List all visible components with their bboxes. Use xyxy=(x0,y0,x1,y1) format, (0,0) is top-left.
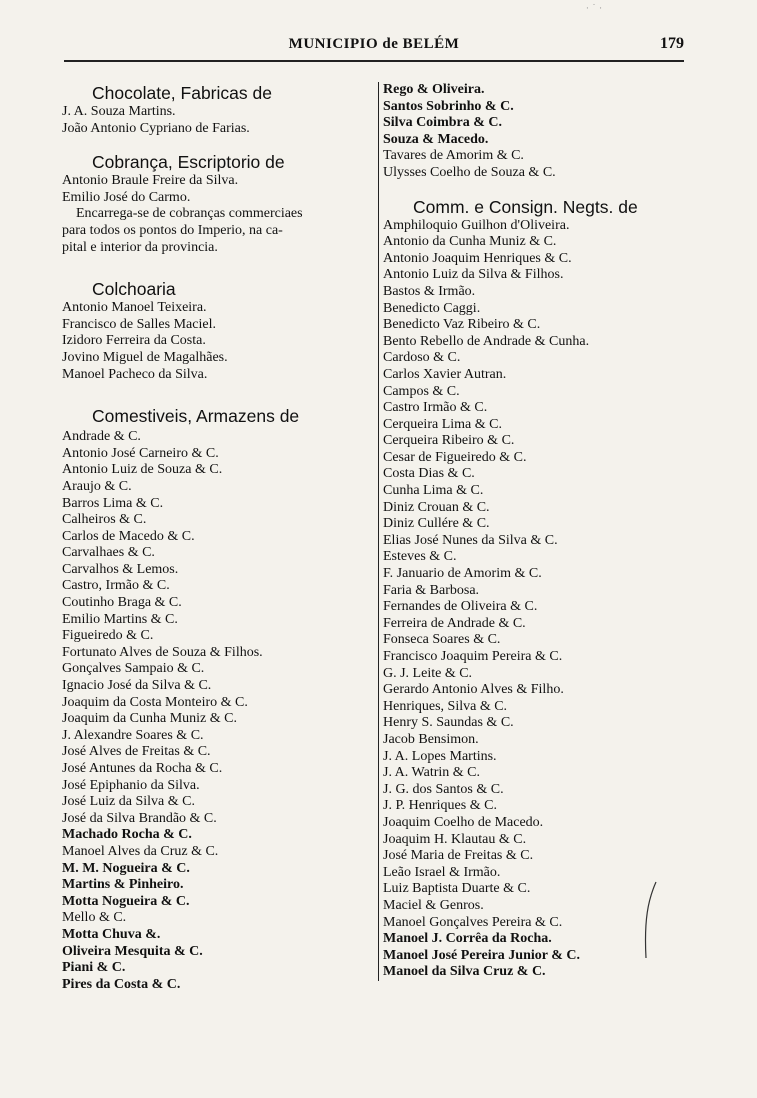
list-item: Fernandes de Oliveira & C. xyxy=(383,599,538,615)
list-item: Emilio Martins & C. xyxy=(62,611,178,627)
list-item: Manoel José Pereira Junior & C. xyxy=(383,947,581,963)
page-number: 179 xyxy=(660,35,684,52)
list-item: Luiz Baptista Duarte & C. xyxy=(383,881,531,897)
list-item: Rego & Oliveira. xyxy=(383,82,485,97)
list-item: Manoel Gonçalves Pereira & C. xyxy=(383,914,563,930)
list-item: Motta Nogueira & C. xyxy=(62,893,190,909)
list-item: Gerardo Antonio Alves & Filho. xyxy=(383,682,564,698)
list-item: Costa Dias & C. xyxy=(383,466,475,482)
list-item: Amphiloquio Guilhon d'Oliveira. xyxy=(383,217,570,233)
list-item: Castro Irmão & C. xyxy=(383,400,488,416)
list-item: Francisco Joaquim Pereira & C. xyxy=(383,649,563,664)
list-item: J. P. Henriques & C. xyxy=(383,798,497,814)
list-item: J. Alexandre Soares & C. xyxy=(62,727,204,743)
list-item: Antonio José Carneiro & C. xyxy=(62,445,219,461)
list-item: Souza & Macedo. xyxy=(383,131,489,147)
list-item: Manoel Alves da Cruz & C. xyxy=(62,843,219,859)
note-line: pital e interior da provincia. xyxy=(62,239,218,255)
list-item: Antonio Luiz da Silva & Filhos. xyxy=(383,267,564,283)
list-item: Bento Rebello de Andrade & Cunha. xyxy=(383,333,590,349)
list-item: Antonio da Cunha Muniz & C. xyxy=(383,234,557,250)
list-item: José Luiz da Silva & C. xyxy=(62,794,195,810)
list-item: Benedicto Caggi. xyxy=(383,300,481,316)
list-item: Tavares de Amorim & C. xyxy=(383,148,524,164)
list-item: Cesar de Figueiredo & C. xyxy=(383,449,527,465)
list-item: Ferreira de Andrade & C. xyxy=(383,615,526,631)
list-item: Manoel da Silva Cruz & C. xyxy=(383,964,546,980)
list-item: José da Silva Brandão & C. xyxy=(62,810,217,826)
section-title: Comestiveis, Armazens de xyxy=(92,406,300,427)
list-item: Figueiredo & C. xyxy=(62,628,154,644)
list-item: Andrade & C. xyxy=(62,429,141,445)
list-item: J. A. Lopes Martins. xyxy=(383,748,497,764)
list-item: Joaquim da Costa Monteiro & C. xyxy=(62,694,248,710)
list-item: Machado Rocha & C. xyxy=(62,827,192,843)
list-item: José Alves de Freitas & C. xyxy=(62,744,211,760)
list-item: G. J. Leite & C. xyxy=(383,665,473,681)
list-item: F. Januario de Amorim & C. xyxy=(383,566,542,582)
list-item: J. G. dos Santos & C. xyxy=(383,781,504,797)
list-item: Campos & C. xyxy=(383,383,460,399)
print-speck: · ˙ · xyxy=(586,4,602,14)
list-item: Leão Israel & Irmão. xyxy=(383,864,501,880)
list-item: Jacob Bensimon. xyxy=(383,731,479,747)
list-item: Antonio Joaquim Henriques & C. xyxy=(383,250,572,266)
list-item: Oliveira Mesquita & C. xyxy=(62,943,203,959)
list-item: Henriques, Silva & C. xyxy=(383,698,508,714)
list-item: Motta Chuva &. xyxy=(62,926,161,942)
list-item: Gonçalves Sampaio & C. xyxy=(62,661,205,677)
running-title: MUNICIPIO de BELÉM xyxy=(288,36,460,52)
list-item: Fonseca Soares & C. xyxy=(383,632,501,648)
list-item: Carlos Xavier Autran. xyxy=(383,366,507,382)
list-item: Manoel J. Corrêa da Rocha. xyxy=(383,931,552,947)
list-item: J. A. Watrin & C. xyxy=(383,765,481,781)
section-title: Comm. e Consign. Negts. de xyxy=(413,196,638,217)
list-item: Cardoso & C. xyxy=(383,350,461,366)
page-header xyxy=(64,34,684,56)
list-item: Antonio Luiz de Souza & C. xyxy=(62,462,223,478)
list-item: Francisco de Salles Maciel. xyxy=(62,316,216,332)
list-item: José Epiphanio da Silva. xyxy=(62,777,200,793)
note-line: Encarrega-se de cobranças commerciaes xyxy=(76,206,303,222)
list-item: M. M. Nogueira & C. xyxy=(62,860,190,876)
list-item: Cerqueira Ribeiro & C. xyxy=(383,433,515,449)
list-item: Elias José Nunes da Silva & C. xyxy=(383,532,558,548)
list-item: Cerqueira Lima & C. xyxy=(383,416,502,432)
section-title: Colchoaria xyxy=(92,279,176,300)
list-item: Fortunato Alves de Souza & Filhos. xyxy=(62,644,263,660)
list-item: Carlos de Macedo & C. xyxy=(62,528,195,544)
list-item: José Antunes da Rocha & C. xyxy=(62,761,223,776)
list-item: Faria & Barbosa. xyxy=(383,582,480,598)
list-item: Diniz Cullére & C. xyxy=(383,516,490,532)
section-colchoaria xyxy=(62,278,374,383)
list-item: Mello & C. xyxy=(62,910,127,926)
list-item: Bastos & Irmão. xyxy=(383,283,476,299)
list-item: Santos Sobrinho & C. xyxy=(383,98,514,114)
list-item: Martins & Pinheiro. xyxy=(62,877,184,893)
section-cobranca xyxy=(62,151,374,256)
list-item: Castro, Irmão & C. xyxy=(62,578,170,594)
list-item: Cunha Lima & C. xyxy=(383,483,484,499)
list-item: Manoel Pacheco da Silva. xyxy=(62,366,208,382)
list-item: José Maria de Freitas & C. xyxy=(383,848,534,864)
margin-mark xyxy=(636,880,660,960)
list-item: Barros Lima & C. xyxy=(62,495,164,511)
list-item: Calheiros & C. xyxy=(62,512,147,528)
list-item: Jovino Miguel de Magalhães. xyxy=(62,349,228,365)
section-comm-consign xyxy=(383,196,683,981)
section-chocolate xyxy=(62,82,374,137)
list-item: Coutinho Braga & C. xyxy=(62,595,182,611)
list-item: Pires da Costa & C. xyxy=(62,976,181,992)
left-column xyxy=(62,82,374,993)
list-item: Silva Coimbra & C. xyxy=(383,115,502,131)
list-item: Ulysses Coelho de Souza & C. xyxy=(383,164,556,180)
list-item: Carvalhaes & C. xyxy=(62,545,155,561)
section-title: Cobrança, Escriptorio de xyxy=(92,152,285,173)
list-item: Diniz Crouan & C. xyxy=(383,499,490,515)
list-item: Maciel & Genros. xyxy=(383,897,484,913)
section-comestiveis xyxy=(62,405,374,993)
list-item: Carvalhos & Lemos. xyxy=(62,561,179,577)
list-item: Henry S. Saundas & C. xyxy=(383,715,514,731)
section-title: Chocolate, Fabricas de xyxy=(92,83,272,103)
header-rule xyxy=(64,60,684,62)
list-item: Emilio José do Carmo. xyxy=(62,189,191,205)
right-column xyxy=(378,82,683,981)
list-item: Araujo & C. xyxy=(62,478,132,494)
list-item: Joaquim H. Klautau & C. xyxy=(383,831,527,847)
list-item: Benedicto Vaz Ribeiro & C. xyxy=(383,317,541,333)
continued-entries xyxy=(383,82,683,182)
list-item: Izidoro Ferreira da Costa. xyxy=(62,333,206,349)
list-item: Antonio Braule Freire da Silva. xyxy=(62,173,239,189)
list-item: J. A. Souza Martins. xyxy=(62,104,176,119)
list-item: Joaquim da Cunha Muniz & C. xyxy=(62,711,237,727)
list-item: Esteves & C. xyxy=(383,549,457,565)
note-line: para todos os pontos do Imperio, na ca- xyxy=(62,222,283,238)
list-item: Joaquim Coelho de Macedo. xyxy=(383,814,544,830)
list-item: Ignacio José da Silva & C. xyxy=(62,678,212,694)
list-item: Antonio Manoel Teixeira. xyxy=(62,300,207,316)
list-item: Piani & C. xyxy=(62,960,126,976)
list-item: João Antonio Cypriano de Farias. xyxy=(62,120,250,136)
